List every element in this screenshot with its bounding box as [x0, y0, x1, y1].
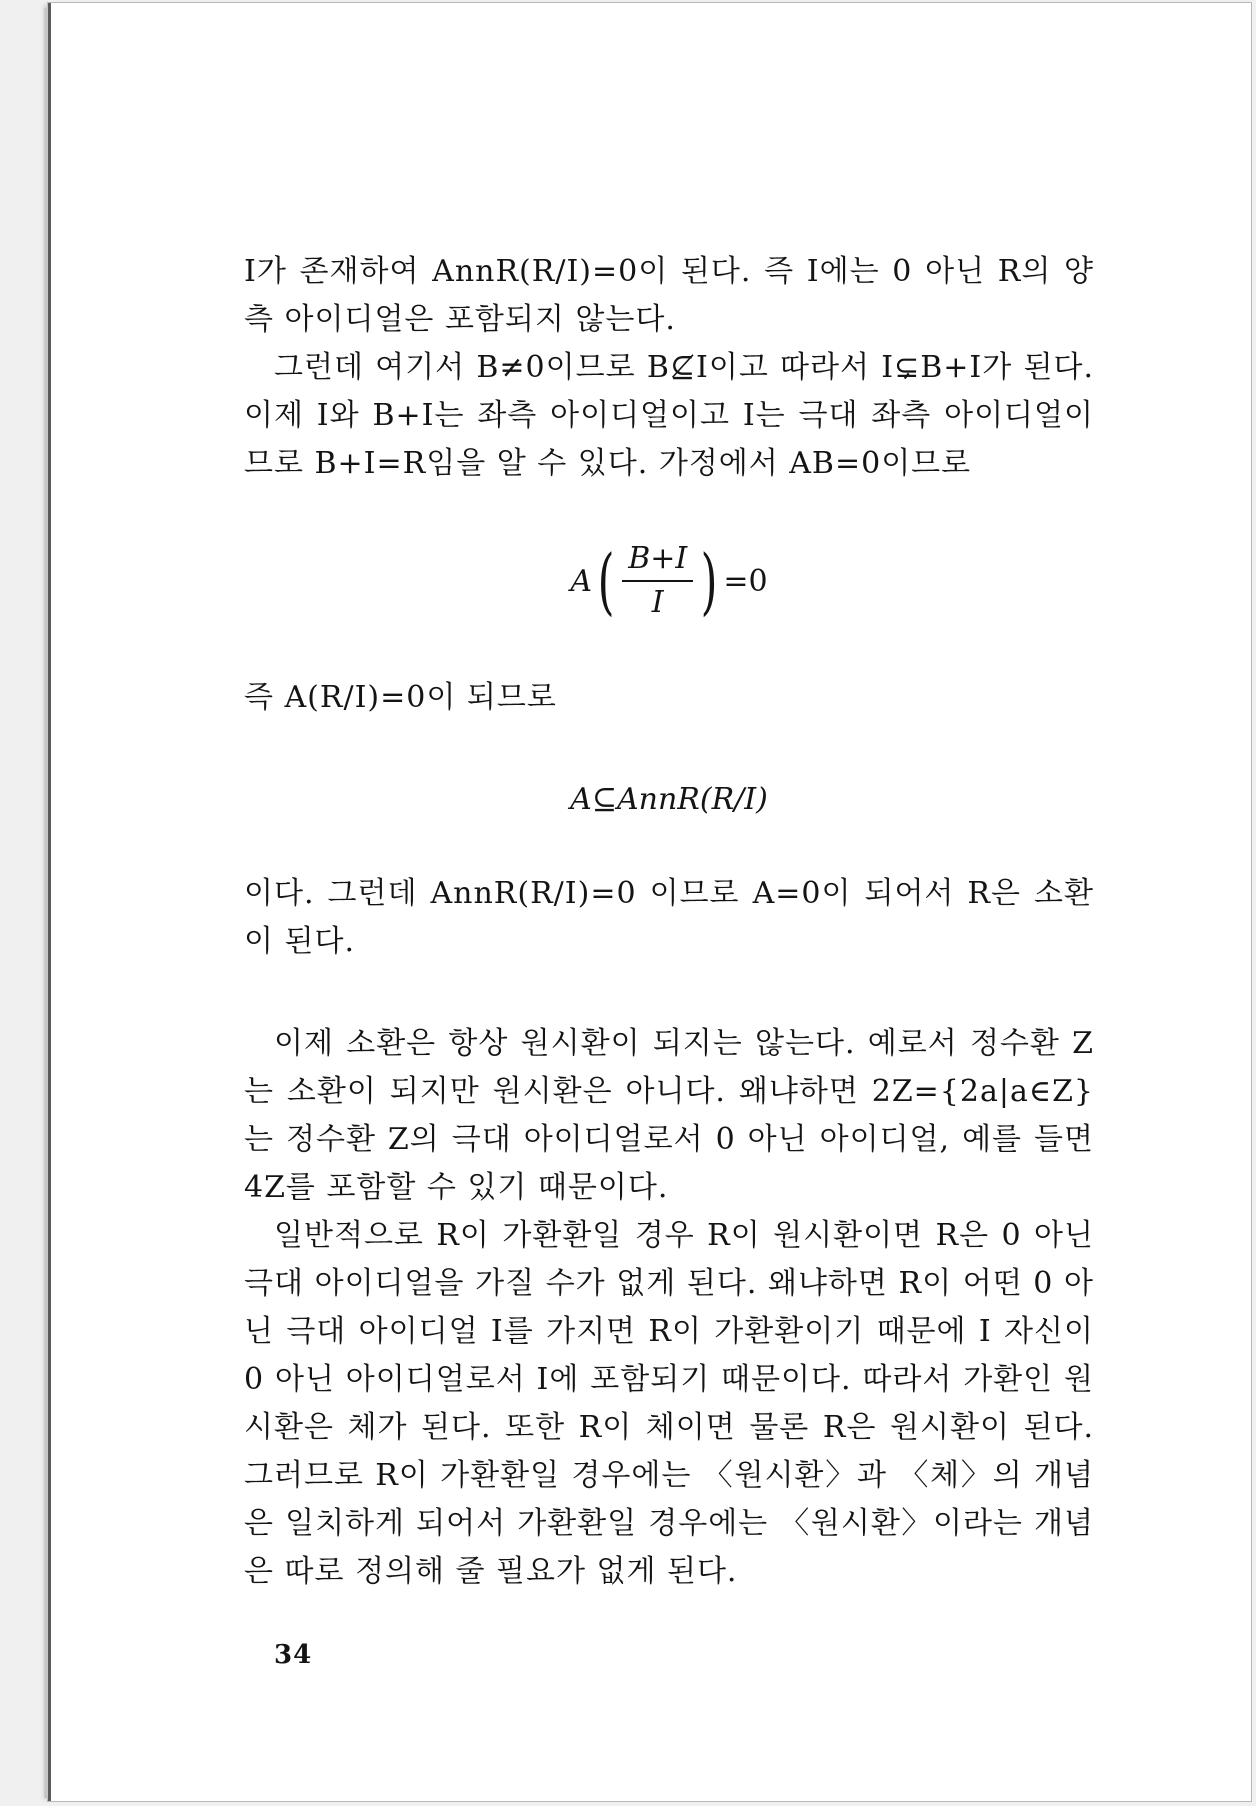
fraction-numerator: B+I [622, 540, 693, 582]
paragraph: 일반적으로 R이 가환환일 경우 R이 원시환이면 R은 0 아닌 극대 아이디얼을 가질 수가 없게 된다. 왜냐하면 R이 어떤 0 아닌 극대 아이디얼 I를 가지면 R이 가환환이기 때문에 I 자신이 0 아닌 아이디얼로서 I에 포함되기 때문이다. 따라서 가환인 원시환은 체가 된다. 또한 R이 체이면 물론 R은 원시환이 된다. 그러므로 R이 가환환일 경우에는 〈원시환〉과 〈체〉의 개념은 일치하게 되어서 가환환일 경우에는 〈원시환〉이라는 개념은 따로 정의해 줄 필요가 없게 된다. [244, 1218, 1094, 1589]
equation-subset [244, 776, 1094, 824]
paragraph: 이다. 그런데 AnnR(R/I)=0 이므로 A=0이 되어서 R은 소환이 된다. [244, 876, 1094, 959]
equation-right: =0 [723, 563, 768, 599]
fraction-denominator: I [651, 585, 664, 620]
equation-fraction: A ( $\frac{B+I}{I}$ ) =0 [570, 539, 768, 623]
equation-text: A⊆AnnR(R/I) [570, 782, 768, 817]
paragraph: 이제 소환은 항상 원시환이 되지는 않는다. 예로서 정수환 Z는 소환이 되지만 원시환은 아니다. 왜냐하면 2Z={2a|a∈Z}는 정수환 Z의 극대 아이디얼로서 0 아닌 아이디얼, 예를 들면 4Z를 포함할 수 있기 때문이다. [244, 1026, 1094, 1205]
text-block-4 [244, 1020, 1094, 1596]
paragraph: 그런데 여기서 B≠0이므로 B⊈I이고 따라서 I⊊B+I가 된다. 이제 I와 B+I는 좌측 아이디얼이고 I는 극대 좌측 아이디얼이므로 B+I=R임을 알 수 있다. 가정에서 AB=0이므로 [244, 350, 1094, 481]
page-number: 34 [274, 1640, 313, 1670]
text-block-1 [244, 248, 1094, 488]
equation-left: A [570, 563, 593, 599]
paragraph: 즉 A(R/I)=0이 되므로 [244, 680, 557, 715]
text-block-2 [244, 674, 1094, 722]
paragraph: I가 존재하여 AnnR(R/I)=0이 된다. 즉 I에는 0 아닌 R의 양측 아이디얼은 포함되지 않는다. [244, 254, 1094, 337]
text-block-3 [244, 870, 1094, 966]
fraction [622, 540, 693, 622]
